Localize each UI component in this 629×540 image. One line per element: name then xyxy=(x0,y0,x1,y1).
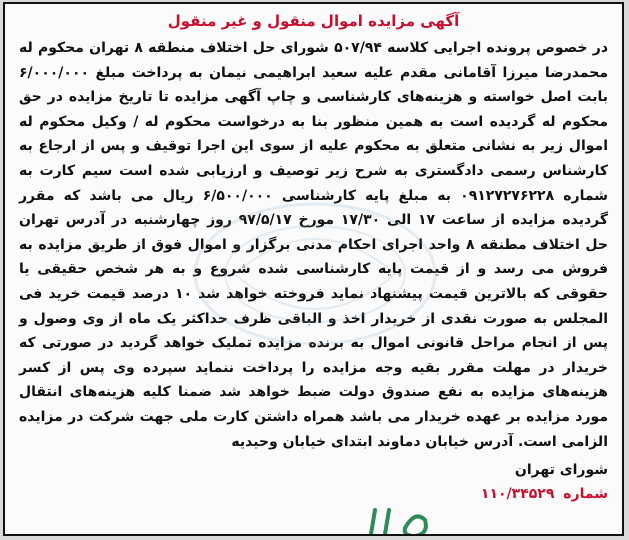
watermark-icon xyxy=(175,184,455,364)
notice-footer xyxy=(19,458,608,506)
notice-number: ۱۱۰/۳۴۵۲۹ xyxy=(480,486,555,503)
number-label: شماره xyxy=(563,486,608,503)
notice-number-line xyxy=(19,482,608,506)
notice-title: آگهی مزایده اموال منقول و غیر منقول xyxy=(167,12,460,30)
issuer-name: شورای تهران xyxy=(514,462,608,479)
notice-body: در خصوص پرونده اجرایی کلاسه ۵۰۷/۹۴ شورای حل اختلاف منطقه ۸ تهران محکوم له محمدرضا میرزا آقامانی مقدم علیه سعید ابراهیمی نیمان به پرداخت مبلغ ۶/۰۰۰/۰۰۰ بابت اصل خواسته و هزینه‌های کارشناسی و چاپ آگهی مزایده تا تاریخ مزایده در حق محکوم له گردیده است به همین منظور بنا به درخواست محکوم له / وکیل محکوم له اموال زیر به نشانی متعلق به محکوم علیه از سوی این اجرا توقیف و پس از ارجاع به کارشناس رسمی دادگستری به شرح زیر توصیف و ارزیابی شده است سیم کارت به شماره ۰۹۱۲۷۲۷۶۲۲۸ به مبلغ پایه کارشناسی ۶/۵۰۰/۰۰۰ ریال می باشد که مقرر گردیده مزایده از ساعت ۱۷ الی ۱۷/۳۰ مورخ ۹۷/۵/۱۷ روز چهارشنبه در آدرس تهران حل اختلاف مطنقه ۸ واحد اجرای احکام مدنی برگزار و اموال فوق از طریق مزایده به فروش می رسد و از قیمت پایه کارشناسی شده شروع و به هر شخص حقیقی یا حقوقی که بالاترین قیمت پیشنهاد نماید فروخته خواهد شد ۱۰ درصد قیمت خرید فی المجلس به صورت نقدی از خریدار اخذ و الباقی ظرف حداکثر یک ماه از وی وصول و پس از انجام مراحل قانونی اموال به برنده مزایده تملیک خواهد گردید در صورتی که خریدار در مهلت مقرر بقیه وجه مزایده را پرداخت ننماید سپرده وی پس از کسر هزینه‌های مزایده به نفع صندوق دولت ضبط خواهد شد ضمنا کلیه هزینه‌های انتقال مورد مزایده بر عهده خریدار می باشد همراه داشتن کارت ملی جهت شرکت در مزایده الزامی است. آدرس خیابان دماوند ابتدای خیابان وحیدیه xyxy=(19,40,609,450)
notice-page xyxy=(3,2,624,536)
handwritten-stamp-icon xyxy=(365,504,435,536)
